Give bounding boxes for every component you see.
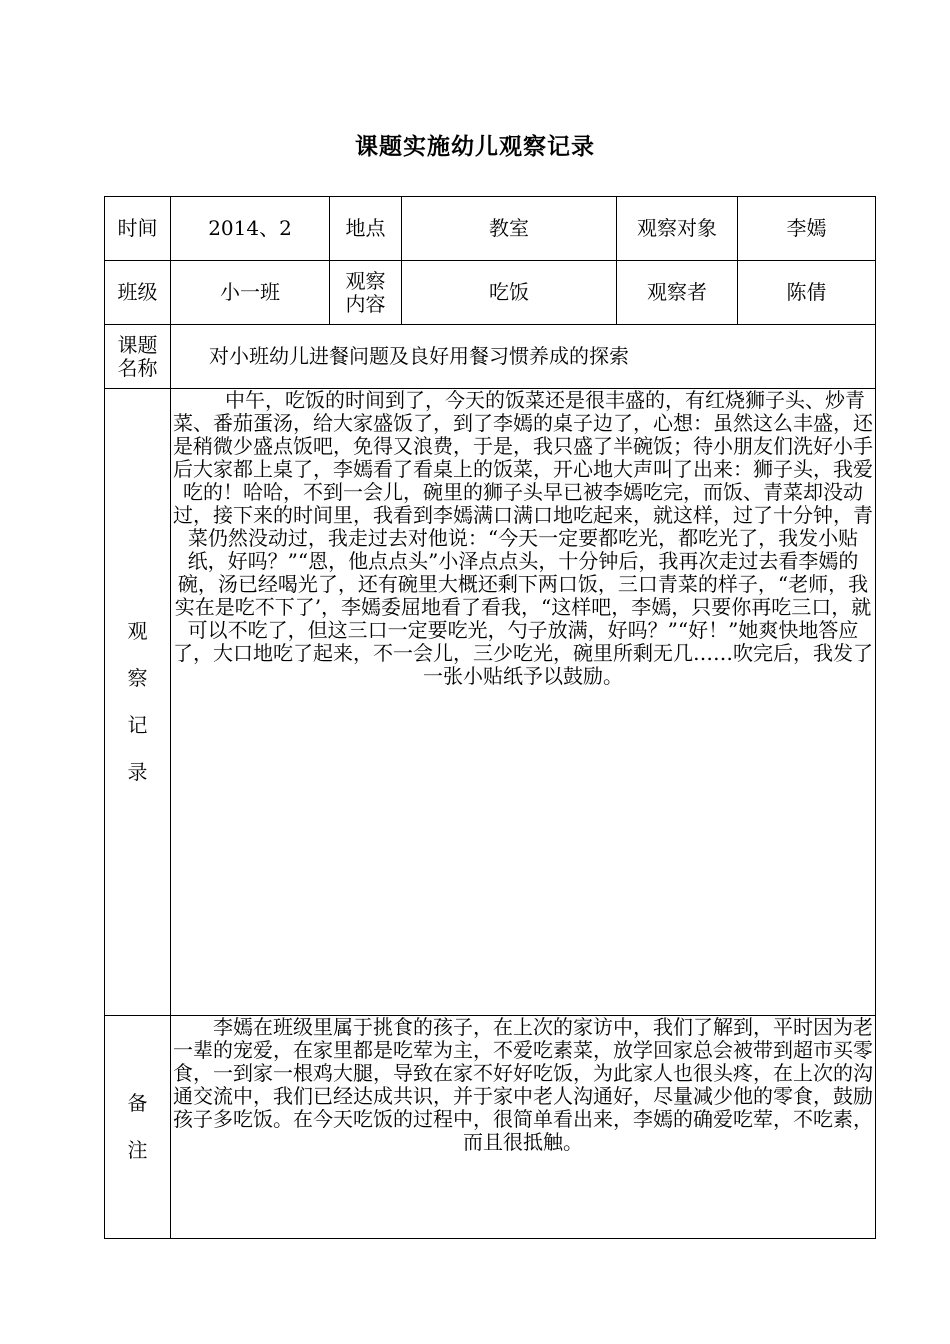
notes-label-char: 注: [127, 1138, 148, 1162]
subject-label: 观察对象: [617, 197, 738, 261]
content-label-line-2: 内容: [345, 291, 386, 316]
observer-label: 观察者: [617, 261, 738, 325]
observation-label-char: 录: [127, 760, 148, 784]
topic-label: [105, 325, 171, 389]
class-label: 班级: [105, 261, 171, 325]
observation-text: 中午，吃饭的时间到了，今天的饭菜还是很丰盛的，有红烧狮子头、炒青菜、番茄蛋汤，给大家盛饭了，到了李嫣的桌子边了，心想：虽然这么丰盛，还是稍微少盛点饭吧，免得又浪费，于是，我只盛了半碗饭；待小朋友们洗好小手后大家都上桌了，李嫣看了看桌上的饭菜，开心地大声叫了出来：狮子头，我爱吃的！哈哈，不到一会儿，碗里的狮子头早已被李嫣吃完，而饭、青菜却没动过，接下来的时间里，我看到李嫣满口满口地吃起来，就这样，过了十分钟，青菜仍然没动过，我走过去对他说：“今天一定要都吃光，都吃光了，我发小贴纸，好吗？”“恩，他点点头”小泽点点头，十分钟后，我再次走过去看李嫣的碗，汤已经喝光了，还有碗里大概还剩下两口饭，三口青菜的样子，“老师，我实在是吃不下了’，李嫣委屈地看了看我，“这样吧，李嫣，只要你再吃三口，就可以不吃了，但这三口一定要吃光，勺子放满，好吗？”“好！”她爽快地答应了，大口地吃了起来，不一会儿，三少吃光，碗里所剩无几……吹完后，我发了一张小贴纸予以鼓励。: [171, 389, 876, 1016]
table-row: [105, 197, 876, 261]
content-label: [330, 261, 402, 325]
place-value: 教室: [402, 197, 617, 261]
topic-label-line-1: 课题: [117, 332, 158, 357]
table-row: [105, 1016, 876, 1239]
time-value: 2014、2: [171, 197, 330, 261]
observation-label-char: 察: [127, 666, 148, 690]
notes-text: 李嫣在班级里属于挑食的孩子，在上次的家访中，我们了解到，平时因为老一辈的宠爱，在家里都是吃荤为主，不爱吃素菜，放学回家总会被带到超市买零食，一到家一根鸡大腿，导致在家不好好吃饭，为此家人也很头疼，在上次的沟通交流中，我们已经达成共识，并于家中老人沟通好，尽量减少他的零食，鼓励孩子多吃饭。在今天吃饭的过程中，很简单看出来，李嫣的确爱吃荤，不吃素，而且很抵触。: [171, 1016, 876, 1239]
observation-label-stack: [105, 620, 170, 784]
content-label-line-1: 观察: [345, 268, 386, 293]
observation-label-char: 观: [127, 619, 148, 643]
topic-label-line-2: 名称: [117, 355, 158, 380]
observation-record-table: [104, 196, 876, 1239]
topic-value: 对小班幼儿进餐问题及良好用餐习惯养成的探索: [171, 325, 876, 389]
notes-label: [105, 1016, 171, 1239]
table-row: [105, 261, 876, 325]
document-title: 课题实施幼儿观察记录: [355, 133, 595, 160]
class-value: 小一班: [171, 261, 330, 325]
table-row: [105, 325, 876, 389]
place-label: 地点: [330, 197, 402, 261]
time-label: 时间: [105, 197, 171, 261]
observation-label-char: 记: [127, 713, 148, 737]
notes-label-char: 备: [127, 1091, 148, 1115]
subject-value: 李嫣: [738, 197, 876, 261]
content-value: 吃饭: [402, 261, 617, 325]
observer-value: 陈倩: [738, 261, 876, 325]
notes-label-stack: [105, 1092, 170, 1162]
table-row: [105, 389, 876, 1016]
observation-label: [105, 389, 171, 1016]
